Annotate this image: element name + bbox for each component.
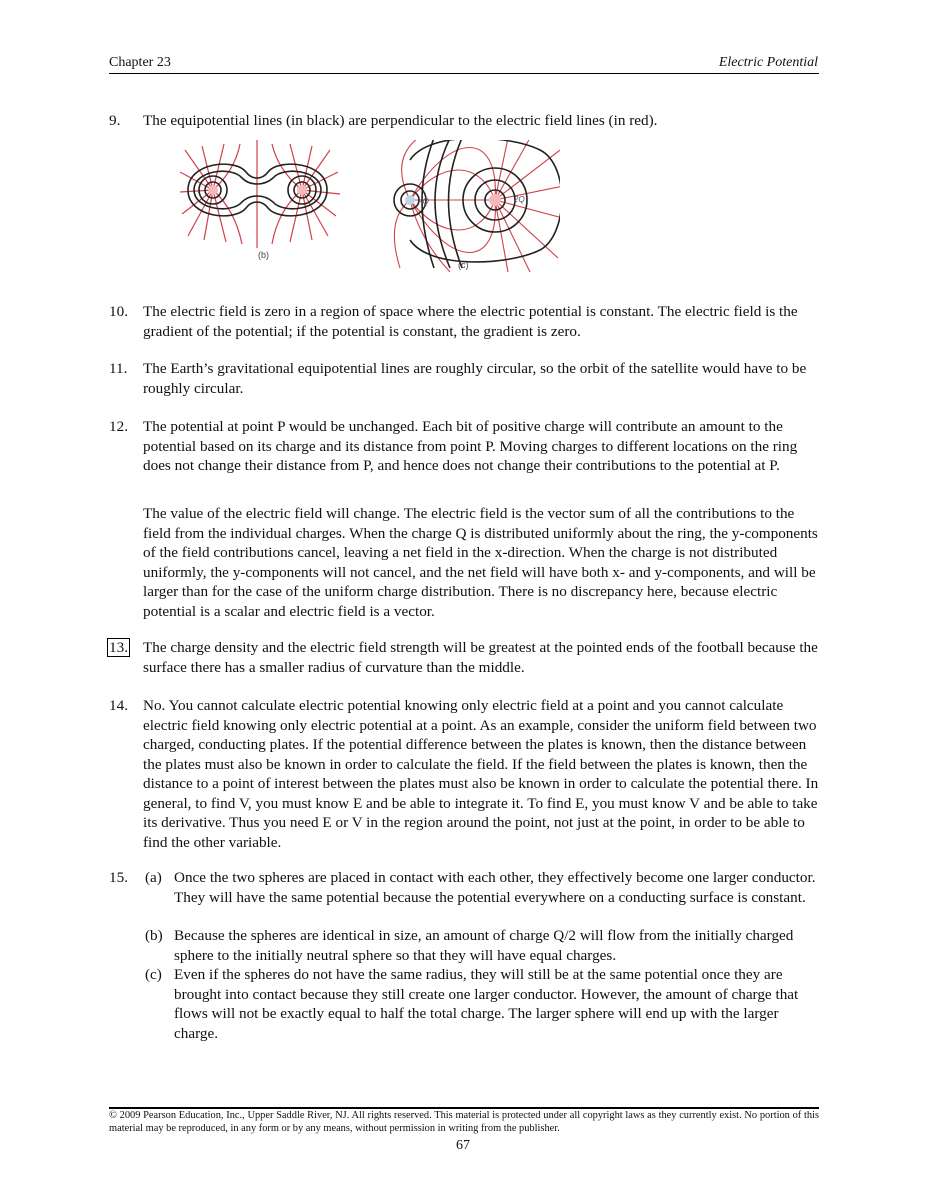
charge-icon [297, 185, 307, 195]
part-text: Because the spheres are identical in size, an amount of charge Q/2 will flow from the initially charged sphere to the initially neutral sphere so that they will have equal charges. [174, 927, 794, 964]
item-text: The charge density and the electric field strength will be greatest at the pointed ends of the football because the surface there has a smaller radius of curvature than the middle. [143, 639, 818, 676]
field-line-figures [180, 140, 560, 275]
charge-label-left: −Q [418, 197, 429, 206]
chapter-title: Electric Potential [718, 55, 818, 70]
part-label: (c) [145, 966, 162, 983]
charge-icon [208, 185, 218, 195]
charge-icon [489, 194, 501, 206]
copyright-notice: © 2009 Pearson Education, Inc., Upper Saddle River, NJ. All rights reserved. This material is protected under all copyright laws as they currently exist. No portion of this material may be reproduced, in any form or by any means, without permission in writing from the publisher. [109, 1110, 819, 1134]
item-text: The potential at point P would be unchanged. Each bit of positive charge will contribute an amount to the potential based on its charge and its distance from point P. Moving charges to different locations on the ring does not change their distance from P, and hence does not change their contributions to the potential at P. [143, 418, 798, 474]
item-number: 15. [109, 869, 128, 886]
figure-b-label: (b) [258, 250, 269, 260]
item-text: No. You cannot calculate electric potential knowing only electric field at a point and you cannot calculate electric field knowing only electric potential at a point. As an example, consider the uniform field between two charged, conducting plates. If the potential difference between the plates is known, then the distance between the plates must also be known in order to calculate the field. If the field between the plates is known, then the distance to a point of interest between the plates must also be known in order to calculate the potential there. In general, to find V, you must know E and be able to integrate it. To find E, you must know V and be able to take its derivative. Thus you need E or V in the region around the point, not just at the point, in order to be able to find the other variable. [143, 697, 819, 851]
item-text: The Earth’s gravitational equipotential lines are roughly circular, so the orbit of the satellite would have to be roughly circular. [143, 360, 807, 397]
figure-c [394, 140, 560, 272]
item-number: 12. [109, 418, 128, 435]
chapter-label: Chapter 23 [109, 55, 171, 70]
item-text: The equipotential lines (in black) are perpendicular to the electric field lines (in red). [143, 112, 658, 129]
charge-label-right: 2Q [514, 195, 525, 204]
part-label: (b) [145, 927, 163, 944]
item-number: 11. [109, 360, 128, 377]
item-number: 9. [109, 112, 121, 129]
item-text: The electric field is zero in a region of space where the electric potential is constant. The electric field is the gradient of the potential; if the potential is constant, the gradient is zero. [143, 303, 798, 340]
item-number: 10. [109, 303, 128, 320]
part-label: (a) [145, 869, 162, 886]
figure-b [180, 140, 340, 260]
item-number-boxed [109, 638, 130, 658]
part-text: Once the two spheres are placed in contact with each other, they effectively become one larger conductor. They will have the same potential because the potential everywhere on a conducting surface is constant. [174, 869, 816, 906]
neg-charge-icon [405, 195, 415, 205]
figure-c-label: (c) [458, 260, 469, 270]
part-text: Even if the spheres do not have the same radius, they will still be at the same potential once they are brought into contact because they still create one larger conductor. However, the amount of charge that flows will not be exactly equal to half the total charge. The larger sphere will end up with the larger charge. [174, 966, 799, 1042]
item-number: 14. [109, 697, 128, 714]
header-rule [109, 73, 819, 74]
item-text-continued: The value of the electric field will change. The electric field is the vector sum of all the contributions to the field from the individual charges. When the charge Q is distributed uniformly about the ring, the y-components of the field contributions cancel, leaving a net field in the x-direction. When the charge is not distributed uniformly, the y-components will not cancel, and the net field will have both x- and y-components, and will be larger than for the case of the uniform charge distribution. There is no discrepancy here, because electric potential is a scalar and electric field is a vector. [143, 505, 818, 620]
boxed-number: 13. [109, 639, 128, 656]
page-number: 67 [456, 1138, 470, 1153]
footer-rule [109, 1107, 819, 1109]
